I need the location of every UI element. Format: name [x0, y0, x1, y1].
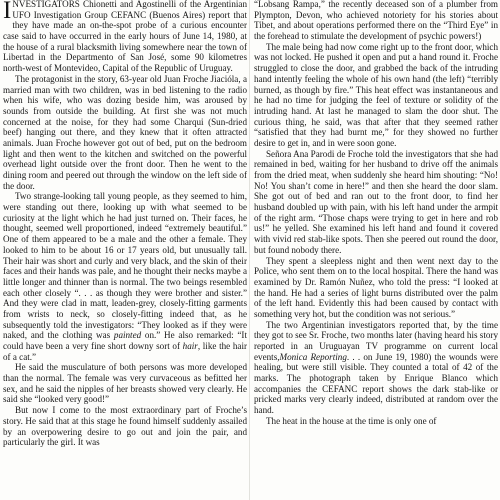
article-paragraph: [254, 42, 498, 149]
italic-text: painted: [113, 330, 142, 341]
body-text: The male being had now come right up to the front door, which was not locked. He pushed it open and put a hand round it. Froche struggled to close the door, and grabbed the back of the intruding hand intently feeling the whole of his own hand (the left) “terribly burned, as though by fire.” This heat effect was instantaneous and he had no time for judging the feel of texture or solidity of the intruding hand. At last he managed to slam the door shut. The curious thing, he said, was that after that they seemed rather “satisfied that they had burnt me,” for they showed no further desire to get in, and in were soon gone.: [254, 41, 498, 148]
body-text: The protagonist in the story, 63-year old Juan Froche Jiacióla, a married man with two children, was in bed listening to the radio when his wife, who was dozing beside him, was aroused by sounds from outside the building. At first she was not much concerned at the noise, for they had some Charqui (Sun-dried beef) hanging out there, and they knew that it often attracted animals. Juan Froche however got out of bed, put on the bedroom light and then went to the kitchen and switched on the powerful overhead light outside over the front door. Then he went to the dining room and peered out through the window on the left side of the door.: [3, 73, 247, 191]
article-paragraph: [254, 256, 498, 320]
article-paragraph: [254, 320, 498, 416]
body-text: But now I come to the most extraordinary part of Froche’s story. He said that at this stage he found himself suddenly assailed by an overpowering desire to go out and join the pair, and particularly the girl. It was: [3, 405, 247, 448]
article-column-right: [254, 0, 498, 427]
column-gutter: [249, 0, 250, 500]
drop-cap: I: [3, 0, 12, 24]
body-text: on.” He also remarked: “It could have been a very fine short downy sort of: [3, 330, 247, 351]
article-paragraph: [3, 362, 247, 405]
body-text: They spent a sleepless night and then went next day to the Police, who sent them on to the local hospital. There the hand was examined by Dr. Ramón Nuñez, who told the press: “I looked at the hand. He had a series of light burns distributed over the palm of the left hand. Evidently this had been caused by contact with something very hot, but the condition was not serious.”: [254, 255, 498, 319]
article-paragraph: [254, 0, 498, 42]
body-text: He said the musculature of both persons was more developed than the normal. The female was very curvaceous as befitted her sex, and he said the nipples of her breasts showed very clearly. He said she “looked very good!”: [3, 362, 247, 405]
article-paragraph: [3, 191, 247, 362]
italic-text: Monica Reporting: [279, 351, 347, 362]
body-text: Chionetti and Agostinelli of the Argentinian UFO Investigation Group CEFANC (Buenos Aires) report that they have made an on-the-spot probe of a curious encounter case said to have occurred in the early hours of June 14, 1980, at the house of a rural blacksmith living somewhere near the town of Libertad in the Departmento of San José, some 90 kilometres north-west of Montevideo, Capital of the Republic of Uruguay.: [3, 0, 247, 74]
italic-text: hair: [182, 341, 198, 351]
body-text: , like the hair of a cat.”: [3, 341, 247, 362]
article-paragraph: [254, 149, 498, 256]
article-paragraph: [3, 405, 247, 448]
article-paragraph: [254, 416, 498, 427]
body-text: Señora Ana Parodi de Froche told the investigators that she had remained in bed, waiting for her husband to drive off the animals from the dried meat, when suddenly she heard him shouting: “No! No! You shan’t come in here!” and then she heard the door slam. She got out of bed and ran out to the front door, to find her husband doubled up with pain, with his left hand under the armpit of the right arm. “Those chaps were trying to get in here and rob us!” he yelled. She examined his left hand and found it covered with vivid red stab-like spots. Then she peered out round the door, but found nobody there.: [254, 148, 498, 255]
body-text: The heat in the house at the time is only one of: [266, 415, 437, 426]
body-text: The two Argentinian investigators reported that, by the time they got to see Sr. Froche, two months later (having heard his story reported in an Uruguayan TV programme on current local events,: [254, 319, 498, 362]
article-column-left: [3, 0, 247, 448]
article-paragraph: [3, 0, 247, 74]
body-text: Two strange-looking tall young people, as they seemed to him, were standing out there, looking up with what seemed to be curiosity at the light which he had just turned on. Their faces, he thought, seemed well proportioned, indeed “extremely beautiful.” One of them appeared to be a male and the other a female. They looked to him to be about 16 or 17 years old, but unusually tall. Their hair was short and curly and very black, and the skin of their faces and their hands was pale, and he thought their necks maybe a little longer and thinner than is normal. The two beings resembled each other closely “. . . as though they were brother and sister.” And they were clad in matt, leaden-grey, closely-fitting garments from wrists to neck, so closely-fitting indeed that, as he subsequently told the investigators: “They looked as if they were naked, and the clothing was: [3, 191, 247, 341]
body-text: “Lobsang Rampa,” the recently deceased son of a plumber from Plympton, Devon, who achieved notoriety for his stories about Tibet, and about operations performed there on the “Third Eye” in the forehead to stimulate the development of psychic powers!): [254, 0, 498, 42]
body-text: . . . on June 19, 1980) the wounds were healing, but were still visible. They counted a total of 42 of the marks. The photograph taken by Enrique Blanco which accompanies the CEFANC report shows the dark stab-like or pricked marks very clearly indeed, distributed at random over the hand.: [254, 351, 498, 416]
article-paragraph: [3, 74, 247, 192]
lead-in-words: NVESTIGATORS: [12, 0, 80, 9]
